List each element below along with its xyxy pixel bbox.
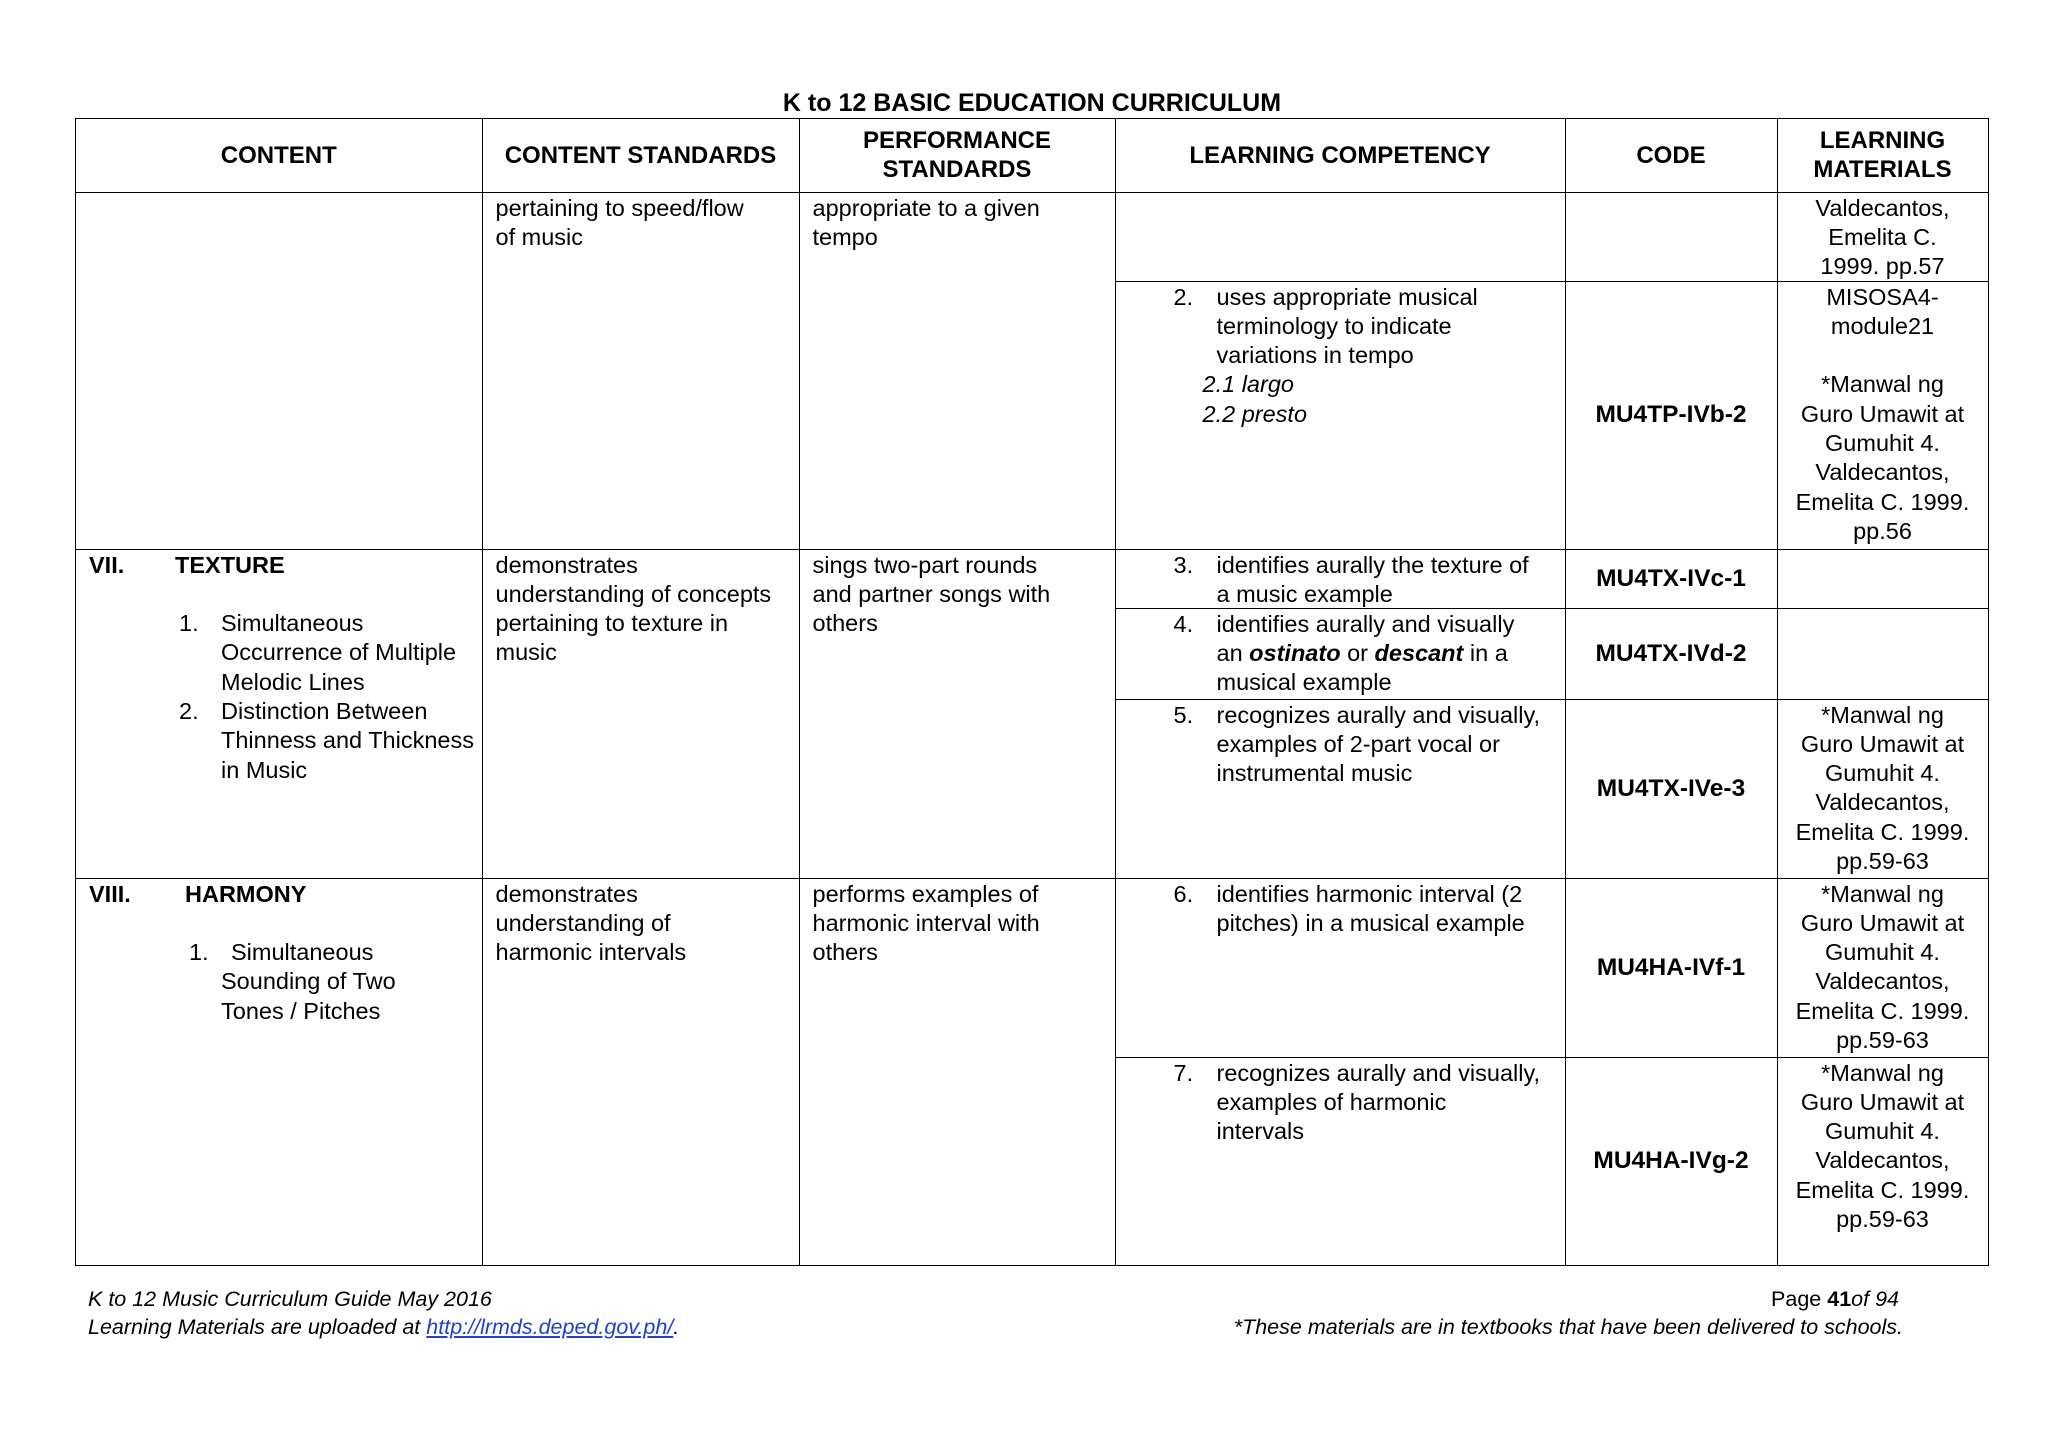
performance-standard: performs examples of harmonic interval with others xyxy=(800,879,1116,1266)
learning-materials: *Manwal ng Guro Umawit at Gumuhit 4. Valdecantos, Emelita C. 1999. pp.59-63 xyxy=(1778,700,1989,879)
learning-materials: MISOSA4- module21 *Manwal ng Guro Umawit at Gumuhit 4. Valdecantos, Emelita C. 1999. pp.56 xyxy=(1778,282,1989,550)
content-cell-empty xyxy=(76,193,483,550)
competency-number: 7. xyxy=(1173,1059,1194,1086)
content-list-number: 2. xyxy=(179,697,199,724)
competency-code: MU4HA-IVf-1 xyxy=(1566,879,1778,1058)
footer-link-suffix: . xyxy=(673,1315,680,1339)
curriculum-table xyxy=(75,118,1989,1266)
page-title: K to 12 BASIC EDUCATION CURRICULUM xyxy=(782,89,1282,117)
content-standard: pertaining to speed/flow of music xyxy=(483,193,800,550)
competency-number: 6. xyxy=(1173,880,1194,907)
competency-text: recognizes aurally and visually, examples of harmonic intervals xyxy=(1216,1059,1541,1145)
competency-item xyxy=(1116,550,1566,609)
page-number xyxy=(1771,1286,1899,1312)
content-list-text: Simultaneous Occurrence of Multiple Melodic Lines xyxy=(221,610,457,695)
learning-materials-empty xyxy=(1778,609,1989,700)
header-learning-competency: LEARNING COMPETENCY xyxy=(1116,119,1566,193)
content-list-text: Simultaneous Sounding of Two Tones / Pitches xyxy=(221,939,396,1024)
content-list-item xyxy=(76,609,482,697)
competency-item xyxy=(1116,1058,1566,1266)
page-label: Page xyxy=(1771,1287,1822,1311)
learning-materials-empty xyxy=(1778,550,1989,609)
competency-cell-empty xyxy=(1116,193,1566,282)
competency-item xyxy=(1116,609,1566,700)
competency-text: identifies harmonic interval (2 pitches) in a musical example xyxy=(1216,880,1525,936)
learning-materials: Valdecantos, Emelita C. 1999. pp.57 xyxy=(1778,193,1989,282)
competency-code: MU4HA-IVg-2 xyxy=(1566,1058,1778,1266)
competency-item xyxy=(1116,282,1566,550)
competency-term-descant: descant xyxy=(1374,639,1464,666)
competency-item xyxy=(1116,879,1566,1058)
footer-upload-text: Learning Materials are uploaded at xyxy=(88,1315,421,1339)
header-content: CONTENT xyxy=(76,119,483,193)
content-cell-texture xyxy=(76,550,483,879)
page-total: of 94 xyxy=(1851,1287,1899,1311)
header-content-standards: CONTENT STANDARDS xyxy=(483,119,800,193)
learning-materials: *Manwal ng Guro Umawit at Gumuhit 4. Valdecantos, Emelita C. 1999. pp.59-63 xyxy=(1778,1058,1989,1266)
competency-text-part: or xyxy=(1340,639,1375,666)
content-list-item xyxy=(76,697,482,785)
section-title: HARMONY xyxy=(185,880,307,907)
competency-number: 3. xyxy=(1173,551,1194,578)
competency-subitem: 2.1 largo xyxy=(1202,371,1294,398)
competency-text-part: identifies aurally and visually an xyxy=(1216,610,1515,666)
section-title: TEXTURE xyxy=(175,551,285,578)
section-numeral: VII. xyxy=(89,551,125,578)
performance-standard: sings two-part rounds and partner songs with others xyxy=(800,550,1116,879)
footer-delivery-note: *These materials are in textbooks that have been delivered to schools. xyxy=(1233,1315,1903,1339)
competency-number: 5. xyxy=(1173,701,1194,728)
content-standard: demonstrates understanding of concepts pertaining to texture in music xyxy=(483,550,800,879)
code-cell-empty xyxy=(1566,193,1778,282)
content-list-number: 1. xyxy=(179,610,199,637)
competency-code: MU4TX-IVc-1 xyxy=(1566,550,1778,609)
competency-text: identifies aurally the texture of a music example xyxy=(1216,551,1529,607)
competency-subitem: 2.2 presto xyxy=(1202,400,1308,427)
footer-upload-note xyxy=(88,1314,679,1340)
content-section-heading xyxy=(76,880,482,909)
competency-code: MU4TX-IVe-3 xyxy=(1566,700,1778,879)
competency-number: 2. xyxy=(1173,283,1194,310)
content-section-heading xyxy=(76,551,482,580)
content-list-text: Distinction Between Thinness and Thickness in Music xyxy=(221,697,474,783)
content-cell-harmony xyxy=(76,879,483,1266)
content-list-number: 1. xyxy=(189,939,209,966)
footer-guide-title: K to 12 Music Curriculum Guide May 2016 xyxy=(88,1287,492,1311)
content-list-item xyxy=(76,938,482,1026)
competency-text: recognizes aurally and visually, examples of 2-part vocal or instrumental music xyxy=(1216,701,1541,787)
performance-standard: appropriate to a given tempo xyxy=(800,193,1116,550)
competency-item xyxy=(1116,700,1566,879)
learning-materials: *Manwal ng Guro Umawit at Gumuhit 4. Valdecantos, Emelita C. 1999. pp.59-63 xyxy=(1778,879,1989,1058)
page-current: 41 xyxy=(1827,1287,1852,1311)
header-learning-materials: LEARNING MATERIALS xyxy=(1778,119,1989,193)
competency-text: uses appropriate musical terminology to indicate variations in tempo xyxy=(1216,283,1478,369)
section-numeral: VIII. xyxy=(89,880,131,907)
competency-code: MU4TX-IVd-2 xyxy=(1566,609,1778,700)
header-performance-standards: PERFORMANCE STANDARDS xyxy=(800,119,1116,193)
competency-text-part: in a musical example xyxy=(1216,639,1508,696)
content-standard: demonstrates understanding of harmonic intervals xyxy=(483,879,800,1266)
competency-term-ostinato: ostinato xyxy=(1249,639,1341,666)
lrmds-link[interactable]: http://lrmds.deped.gov.ph/ xyxy=(426,1315,674,1339)
competency-code: MU4TP-IVb-2 xyxy=(1566,282,1778,550)
header-code: CODE xyxy=(1566,119,1778,193)
competency-number: 4. xyxy=(1173,610,1194,637)
